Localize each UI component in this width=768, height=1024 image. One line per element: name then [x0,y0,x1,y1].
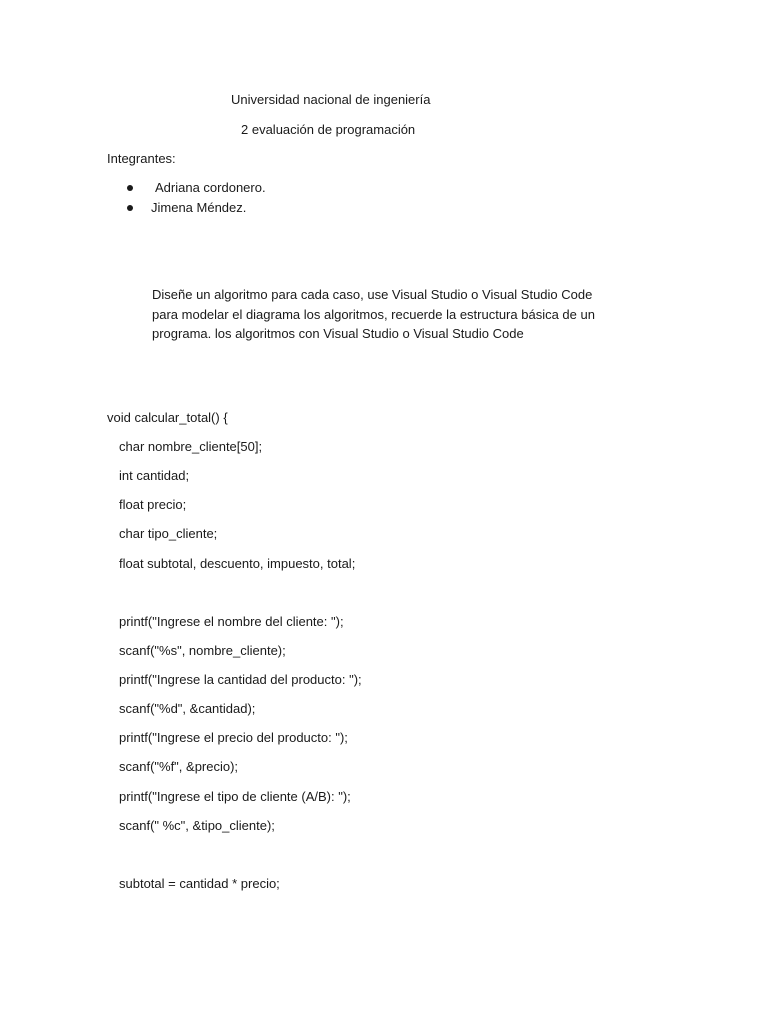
code-line: scanf("%f", &precio); [119,759,239,774]
members-list [127,180,266,219]
code-line: char tipo_cliente; [119,526,218,541]
member-name: Adriana cordonero. [155,180,266,195]
bullet-icon [127,205,133,211]
members-label: Integrantes: [107,151,176,166]
list-item [127,180,266,200]
instructions-line: para modelar el diagrama los algoritmos, recuerde la estructura básica de un [152,306,595,322]
instructions-line: Diseñe un algoritmo para cada caso, use Visual Studio o Visual Studio Code [152,287,593,302]
code-line: void calcular_total() { [107,410,228,425]
instructions-paragraph [152,285,602,344]
code-line: printf("Ingrese el tipo de cliente (A/B): "); [119,789,351,804]
evaluation-subtitle: 2 evaluación de programación [241,122,416,137]
code-line: scanf("%d", &cantidad); [119,701,256,716]
code-line: printf("Ingrese el nombre del cliente: "); [119,614,344,629]
list-item [127,199,247,220]
code-line: int cantidad; [119,468,190,483]
university-title: Universidad nacional de ingeniería [231,92,431,107]
code-line: float precio; [119,497,187,512]
bullet-icon [127,185,133,191]
code-line: subtotal = cantidad * precio; [119,876,280,891]
member-name: Jimena Méndez. [151,199,247,215]
code-line: printf("Ingrese el precio del producto: "); [119,730,348,745]
code-line: char nombre_cliente[50]; [119,439,263,454]
code-line: scanf(" %c", &tipo_cliente); [119,818,275,833]
code-line: scanf("%s", nombre_cliente); [119,643,286,658]
code-line: printf("Ingrese la cantidad del producto: "); [119,672,362,687]
instructions-line: programa. los algoritmos con Visual Studio o Visual Studio Code [152,326,524,341]
code-line: float subtotal, descuento, impuesto, total; [119,556,356,571]
